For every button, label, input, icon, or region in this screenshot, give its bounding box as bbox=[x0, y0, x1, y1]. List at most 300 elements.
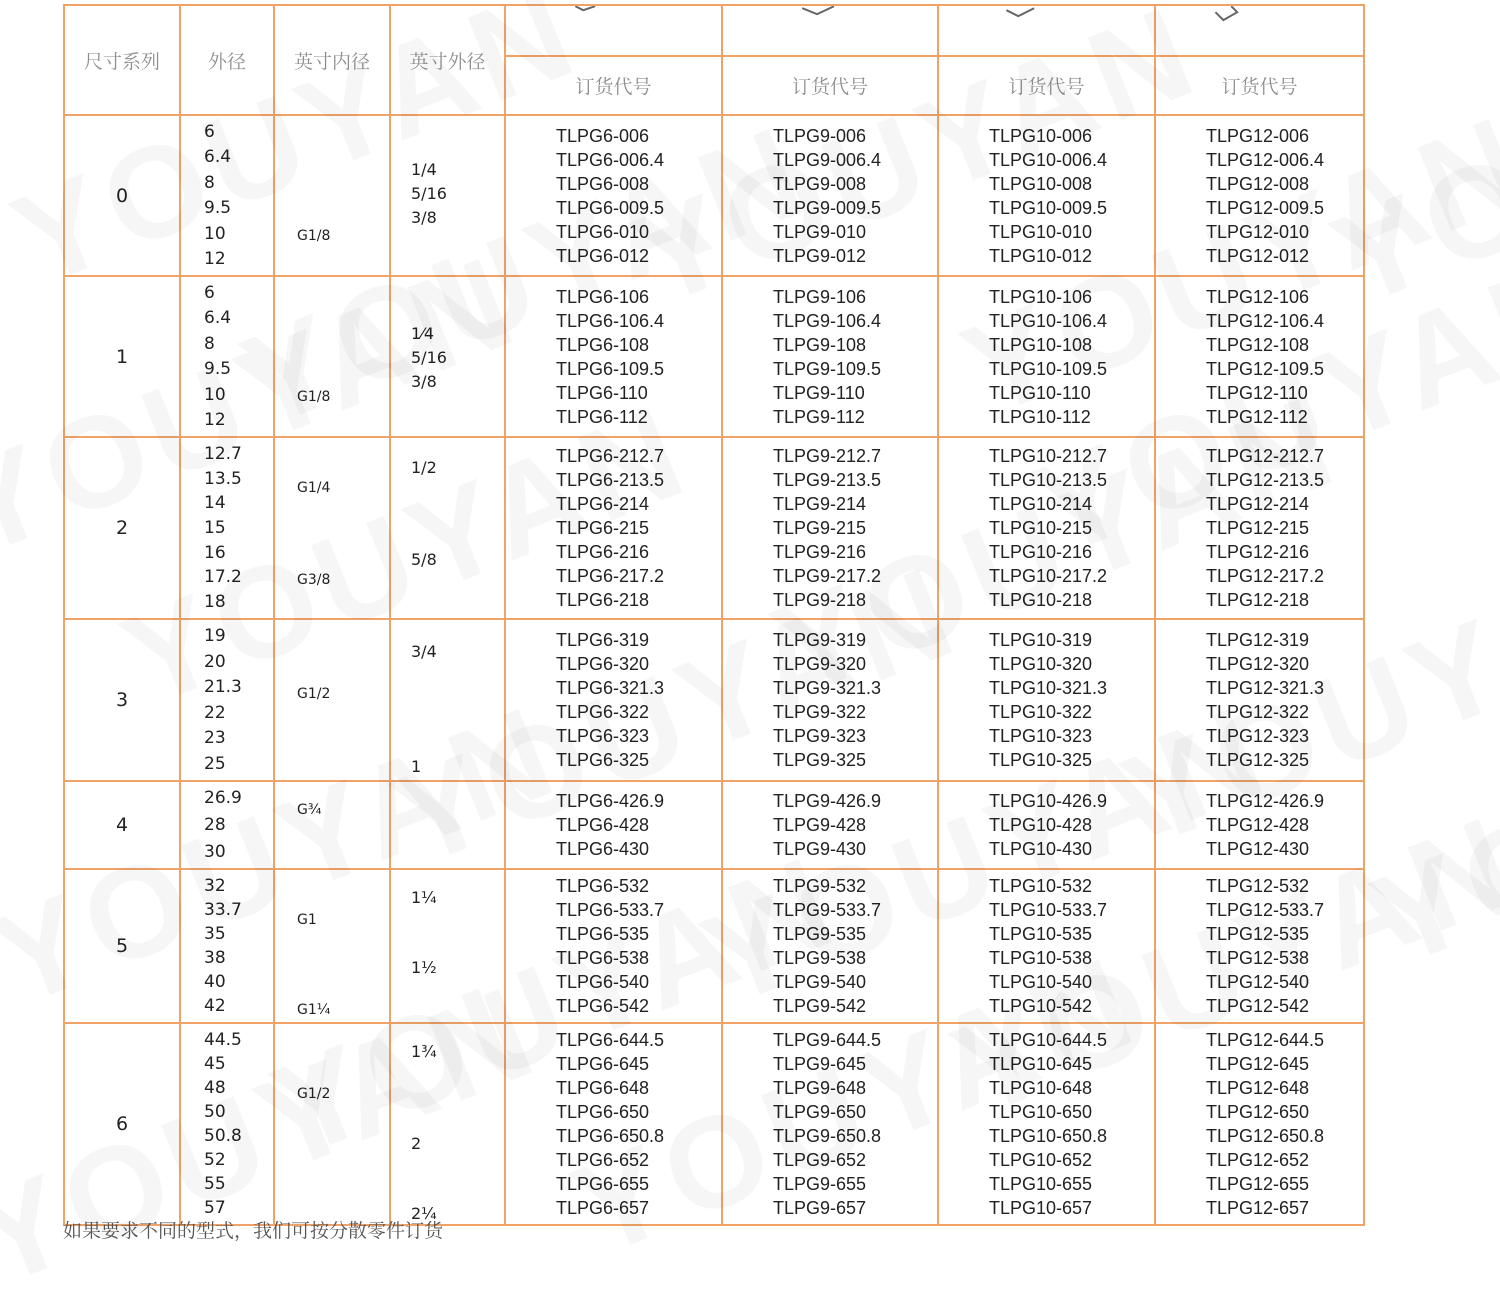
order-code-list bbox=[1156, 118, 1363, 273]
order-code: TLPG6-012 bbox=[556, 245, 650, 266]
outer-diameter-list bbox=[181, 120, 273, 271]
order-code: TLPG9-648 bbox=[773, 1078, 867, 1098]
outer-diameter-value: 15 bbox=[204, 517, 226, 538]
order-code: TLPG9-215 bbox=[773, 518, 867, 538]
table-row bbox=[64, 115, 1364, 276]
fitting-image bbox=[939, 6, 1154, 55]
order-code-list bbox=[939, 622, 1154, 778]
order-code: TLPG10-319 bbox=[989, 630, 1093, 650]
outer-diameter-list bbox=[181, 1028, 273, 1220]
order-code-cell bbox=[722, 437, 938, 619]
inch-outer-value: 1 bbox=[411, 757, 422, 776]
order-code: TLPG9-655 bbox=[773, 1174, 867, 1194]
order-code: TLPG12-323 bbox=[1206, 726, 1310, 746]
order-code: TLPG12-319 bbox=[1206, 630, 1310, 650]
order-code-list bbox=[506, 440, 721, 616]
order-code: TLPG9-325 bbox=[773, 750, 867, 770]
order-code: TLPG6-006 bbox=[556, 125, 650, 146]
order-code: TLPG6-106 bbox=[556, 286, 650, 307]
order-code-cell bbox=[505, 276, 722, 437]
order-code: TLPG10-110 bbox=[989, 382, 1091, 403]
order-code: TLPG12-112 bbox=[1206, 406, 1308, 427]
outer-diameter-value: 8 bbox=[204, 172, 215, 193]
table-row bbox=[64, 276, 1364, 437]
order-code: TLPG12-657 bbox=[1206, 1198, 1310, 1218]
order-code: TLPG9-644.5 bbox=[773, 1030, 882, 1050]
inch-inner-value: G1/8 bbox=[297, 389, 331, 405]
order-code: TLPG12-325 bbox=[1206, 750, 1310, 770]
order-code: TLPG6-648 bbox=[556, 1078, 650, 1098]
size-series-cell: 5 bbox=[64, 869, 180, 1023]
order-code: TLPG9-428 bbox=[773, 815, 867, 835]
outer-diameter-list bbox=[181, 442, 273, 614]
order-code: TLPG6-535 bbox=[556, 924, 650, 944]
order-code: TLPG12-532 bbox=[1206, 876, 1310, 896]
order-code: TLPG10-650.8 bbox=[989, 1126, 1108, 1146]
size-series-cell: 6 bbox=[64, 1023, 180, 1225]
order-code: TLPG10-428 bbox=[989, 815, 1093, 835]
size-series-cell: 3 bbox=[64, 619, 180, 781]
inch-outer-value: 1/2 bbox=[411, 458, 437, 477]
order-code: TLPG10-106.4 bbox=[989, 310, 1108, 331]
header-size-series: 尺寸系列 bbox=[64, 5, 180, 115]
outer-diameter-value: 48 bbox=[204, 1078, 226, 1098]
outer-diameter-value: 42 bbox=[204, 996, 226, 1016]
order-code: TLPG10-112 bbox=[989, 406, 1091, 427]
order-code: TLPG6-010 bbox=[556, 221, 650, 242]
outer-diameter-cell bbox=[180, 869, 274, 1023]
outer-diameter-value: 32 bbox=[204, 876, 226, 896]
order-code: TLPG12-006 bbox=[1206, 125, 1310, 146]
inch-inner-value: G1¼ bbox=[297, 1002, 331, 1018]
outer-diameter-value: 33.7 bbox=[204, 900, 242, 920]
order-code-list bbox=[1156, 622, 1363, 778]
order-code: TLPG6-430 bbox=[556, 839, 650, 859]
inch-outer-value: 1¾ bbox=[411, 1042, 437, 1061]
order-code-cell bbox=[722, 115, 938, 276]
order-code: TLPG6-109.5 bbox=[556, 358, 665, 379]
order-code-cell bbox=[505, 619, 722, 781]
order-code: TLPG10-325 bbox=[989, 750, 1093, 770]
order-code: TLPG10-533.7 bbox=[989, 900, 1108, 920]
outer-diameter-value: 6.4 bbox=[204, 147, 232, 168]
order-code: TLPG10-218 bbox=[989, 590, 1093, 610]
outer-diameter-cell bbox=[180, 781, 274, 869]
order-code-list bbox=[506, 784, 721, 866]
order-code-list bbox=[1156, 440, 1363, 616]
order-code-cell bbox=[1155, 619, 1364, 781]
order-code: TLPG6-214 bbox=[556, 494, 650, 514]
order-code: TLPG10-214 bbox=[989, 494, 1093, 514]
outer-diameter-value: 25 bbox=[204, 753, 226, 774]
order-code: TLPG6-006.4 bbox=[556, 149, 665, 170]
inch-inner-cell bbox=[274, 1023, 390, 1225]
order-code: TLPG10-109.5 bbox=[989, 358, 1108, 379]
order-code-list bbox=[1156, 279, 1363, 434]
order-code-list bbox=[939, 118, 1154, 273]
order-code-list bbox=[723, 279, 937, 434]
order-code-cell bbox=[938, 619, 1155, 781]
order-code: TLPG6-106.4 bbox=[556, 310, 665, 331]
outer-diameter-value: 17.2 bbox=[204, 567, 242, 588]
order-code: TLPG6-426.9 bbox=[556, 791, 665, 811]
order-code: TLPG10-645 bbox=[989, 1054, 1093, 1074]
order-code-list bbox=[723, 622, 937, 778]
order-code: TLPG10-012 bbox=[989, 245, 1093, 266]
inch-outer-value: 5/8 bbox=[411, 550, 437, 569]
order-code: TLPG6-540 bbox=[556, 972, 650, 992]
outer-diameter-value: 40 bbox=[204, 972, 226, 992]
inch-outer-cell bbox=[390, 619, 505, 781]
inch-outer-cell bbox=[390, 115, 505, 276]
inch-inner-value: G1/2 bbox=[297, 1086, 331, 1102]
order-code: TLPG9-212.7 bbox=[773, 446, 882, 466]
outer-diameter-value: 10 bbox=[204, 223, 226, 244]
order-code: TLPG6-650.8 bbox=[556, 1126, 665, 1146]
outer-diameter-value: 9.5 bbox=[204, 359, 232, 380]
order-code: TLPG12-428 bbox=[1206, 815, 1310, 835]
order-code-cell bbox=[938, 1023, 1155, 1225]
order-code: TLPG9-426.9 bbox=[773, 791, 882, 811]
order-code: TLPG9-006.4 bbox=[773, 149, 882, 170]
order-code: TLPG9-645 bbox=[773, 1054, 867, 1074]
inch-outer-value: 2 bbox=[411, 1134, 422, 1153]
order-code: TLPG12-542 bbox=[1206, 996, 1310, 1016]
order-code: TLPG6-215 bbox=[556, 518, 650, 538]
outer-diameter-value: 8 bbox=[204, 333, 215, 354]
order-code-list bbox=[723, 440, 937, 616]
size-series-cell: 4 bbox=[64, 781, 180, 869]
order-code: TLPG6-645 bbox=[556, 1054, 650, 1074]
order-code: TLPG12-648 bbox=[1206, 1078, 1310, 1098]
order-code: TLPG12-106 bbox=[1206, 286, 1310, 307]
order-code: TLPG9-650.8 bbox=[773, 1126, 882, 1146]
inch-outer-value: 2¼ bbox=[411, 1204, 437, 1223]
product-image-cell bbox=[505, 5, 722, 56]
order-code: TLPG10-213.5 bbox=[989, 470, 1108, 490]
inch-inner-value: G1/4 bbox=[297, 480, 331, 496]
order-code: TLPG9-322 bbox=[773, 702, 867, 722]
order-code: TLPG9-535 bbox=[773, 924, 867, 944]
outer-diameter-value: 16 bbox=[204, 542, 226, 563]
order-code-list bbox=[939, 784, 1154, 866]
order-code-cell bbox=[1155, 115, 1364, 276]
order-code: TLPG6-650 bbox=[556, 1102, 650, 1122]
outer-diameter-value: 19 bbox=[204, 626, 226, 646]
order-code-cell bbox=[505, 1023, 722, 1225]
order-code: TLPG9-008 bbox=[773, 173, 867, 194]
order-code: TLPG6-533.7 bbox=[556, 900, 665, 920]
order-code: TLPG10-006 bbox=[989, 125, 1093, 146]
order-code: TLPG9-657 bbox=[773, 1198, 867, 1218]
inch-outer-cell bbox=[390, 276, 505, 437]
order-code: TLPG9-319 bbox=[773, 630, 867, 650]
order-code: TLPG6-213.5 bbox=[556, 470, 665, 490]
order-code-cell bbox=[722, 276, 938, 437]
order-code: TLPG12-012 bbox=[1206, 245, 1310, 266]
order-code-list bbox=[506, 118, 721, 273]
order-code: TLPG10-321.3 bbox=[989, 678, 1108, 698]
order-code: TLPG6-008 bbox=[556, 173, 650, 194]
order-code: TLPG6-320 bbox=[556, 654, 650, 674]
order-code-list bbox=[723, 118, 937, 273]
outer-diameter-value: 20 bbox=[204, 651, 226, 672]
outer-diameter-cell bbox=[180, 619, 274, 781]
order-code: TLPG6-218 bbox=[556, 590, 650, 610]
outer-diameter-value: 44.5 bbox=[204, 1030, 242, 1050]
table-row bbox=[64, 781, 1364, 869]
outer-diameter-value: 22 bbox=[204, 702, 226, 723]
order-code: TLPG12-655 bbox=[1206, 1174, 1310, 1194]
inch-outer-value: 1/4 bbox=[411, 160, 437, 179]
order-code: TLPG12-652 bbox=[1206, 1150, 1310, 1170]
order-code-cell bbox=[722, 869, 938, 1023]
order-code: TLPG9-540 bbox=[773, 972, 867, 992]
order-code: TLPG12-538 bbox=[1206, 948, 1310, 968]
size-series-cell: 2 bbox=[64, 437, 180, 619]
order-code-cell bbox=[1155, 781, 1364, 869]
order-code: TLPG12-540 bbox=[1206, 972, 1310, 992]
outer-diameter-value: 18 bbox=[204, 591, 226, 612]
outer-diameter-cell bbox=[180, 115, 274, 276]
order-code: TLPG10-008 bbox=[989, 173, 1093, 194]
inch-outer-cell bbox=[390, 869, 505, 1023]
order-code: TLPG12-214 bbox=[1206, 494, 1310, 514]
order-code: TLPG12-009.5 bbox=[1206, 197, 1325, 218]
outer-diameter-value: 6 bbox=[204, 283, 215, 303]
outer-diameter-value: 12 bbox=[204, 248, 226, 269]
outer-diameter-list bbox=[181, 874, 273, 1018]
order-code: TLPG12-650 bbox=[1206, 1102, 1310, 1122]
outer-diameter-value: 28 bbox=[204, 815, 226, 835]
order-code: TLPG10-217.2 bbox=[989, 566, 1108, 586]
order-code: TLPG6-009.5 bbox=[556, 197, 665, 218]
order-code-cell bbox=[1155, 869, 1364, 1023]
order-code: TLPG6-319 bbox=[556, 630, 650, 650]
order-code: TLPG9-542 bbox=[773, 996, 867, 1016]
order-code: TLPG10-542 bbox=[989, 996, 1093, 1016]
order-code: TLPG9-216 bbox=[773, 542, 867, 562]
outer-diameter-value: 50.8 bbox=[204, 1126, 242, 1146]
size-series-cell: 0 bbox=[64, 115, 180, 276]
order-code-cell bbox=[938, 437, 1155, 619]
order-code: TLPG12-010 bbox=[1206, 221, 1310, 242]
outer-diameter-value: 12.7 bbox=[204, 444, 242, 464]
order-code: TLPG6-216 bbox=[556, 542, 650, 562]
order-code: TLPG6-644.5 bbox=[556, 1030, 665, 1050]
inch-inner-value: G1/8 bbox=[297, 228, 331, 244]
outer-diameter-value: 12 bbox=[204, 409, 226, 430]
order-code: TLPG9-110 bbox=[773, 382, 865, 403]
order-code-list bbox=[723, 784, 937, 866]
order-code: TLPG10-648 bbox=[989, 1078, 1093, 1098]
order-code: TLPG10-215 bbox=[989, 518, 1093, 538]
order-code: TLPG6-542 bbox=[556, 996, 650, 1016]
order-code: TLPG6-321.3 bbox=[556, 678, 665, 698]
order-code-list bbox=[1156, 872, 1363, 1020]
fitting-image bbox=[506, 6, 721, 55]
order-code: TLPG10-009.5 bbox=[989, 197, 1108, 218]
inch-outer-value: 3/8 bbox=[411, 208, 437, 227]
order-code-cell bbox=[938, 781, 1155, 869]
outer-diameter-list bbox=[181, 786, 273, 864]
inch-inner-value: G¾ bbox=[297, 802, 322, 818]
outer-diameter-value: 6.4 bbox=[204, 308, 232, 329]
order-code: TLPG12-320 bbox=[1206, 654, 1310, 674]
inch-inner-cell bbox=[274, 781, 390, 869]
order-code-list bbox=[1156, 1026, 1363, 1222]
order-code: TLPG12-644.5 bbox=[1206, 1030, 1325, 1050]
outer-diameter-cell bbox=[180, 1023, 274, 1225]
outer-diameter-value: 35 bbox=[204, 924, 226, 944]
order-code: TLPG10-655 bbox=[989, 1174, 1093, 1194]
order-code: TLPG10-322 bbox=[989, 702, 1093, 722]
order-code: TLPG12-426.9 bbox=[1206, 791, 1325, 811]
order-code: TLPG10-216 bbox=[989, 542, 1093, 562]
order-code: TLPG12-321.3 bbox=[1206, 678, 1325, 698]
order-code: TLPG6-428 bbox=[556, 815, 650, 835]
header-inch-outer: 英寸外径 bbox=[390, 5, 505, 115]
order-code-cell bbox=[1155, 1023, 1364, 1225]
order-code: TLPG9-430 bbox=[773, 839, 867, 859]
order-code: TLPG12-109.5 bbox=[1206, 358, 1325, 379]
order-code: TLPG6-110 bbox=[556, 382, 648, 403]
order-code: TLPG9-109.5 bbox=[773, 358, 882, 379]
outer-diameter-value: 10 bbox=[204, 384, 226, 405]
order-code: TLPG10-644.5 bbox=[989, 1030, 1108, 1050]
order-code: TLPG12-212.7 bbox=[1206, 446, 1325, 466]
watermark bbox=[1353, 635, 1500, 996]
inch-inner-cell bbox=[274, 619, 390, 781]
order-code-list bbox=[506, 622, 721, 778]
outer-diameter-value: 57 bbox=[204, 1198, 226, 1218]
outer-diameter-value: 23 bbox=[204, 728, 226, 749]
order-code: TLPG12-217.2 bbox=[1206, 566, 1325, 586]
order-code: TLPG10-535 bbox=[989, 924, 1093, 944]
header-order-code: 订货代号 bbox=[722, 56, 938, 115]
order-code: TLPG6-652 bbox=[556, 1150, 650, 1170]
order-code-list bbox=[506, 872, 721, 1020]
order-code: TLPG9-218 bbox=[773, 590, 867, 610]
header-order-code: 订货代号 bbox=[938, 56, 1155, 115]
order-code-list bbox=[939, 1026, 1154, 1222]
product-image-cell bbox=[1155, 5, 1364, 56]
order-code: TLPG9-213.5 bbox=[773, 470, 882, 490]
header-order-code: 订货代号 bbox=[505, 56, 722, 115]
inch-outer-value: 3/8 bbox=[411, 372, 437, 391]
inch-inner-cell bbox=[274, 276, 390, 437]
header-order-code: 订货代号 bbox=[1155, 56, 1364, 115]
inch-outer-cell bbox=[390, 781, 505, 869]
inch-inner-value: G1 bbox=[297, 912, 317, 928]
order-code: TLPG12-218 bbox=[1206, 590, 1310, 610]
order-code-cell bbox=[722, 1023, 938, 1225]
inch-outer-value: 1¼ bbox=[411, 888, 437, 907]
order-code-cell bbox=[505, 781, 722, 869]
order-code: TLPG12-322 bbox=[1206, 702, 1310, 722]
order-code-list bbox=[723, 1026, 937, 1222]
order-code: TLPG9-214 bbox=[773, 494, 867, 514]
order-code: TLPG12-430 bbox=[1206, 839, 1310, 859]
header-outer-diameter: 外径 bbox=[180, 5, 274, 115]
order-code: TLPG10-426.9 bbox=[989, 791, 1108, 811]
order-code-list bbox=[939, 872, 1154, 1020]
outer-diameter-value: 14 bbox=[204, 493, 226, 514]
order-code: TLPG10-212.7 bbox=[989, 446, 1108, 466]
outer-diameter-value: 30 bbox=[204, 842, 226, 862]
outer-diameter-value: 38 bbox=[204, 948, 226, 968]
order-code-cell bbox=[722, 619, 938, 781]
order-code: TLPG9-650 bbox=[773, 1102, 867, 1122]
order-code: TLPG9-533.7 bbox=[773, 900, 882, 920]
order-code: TLPG10-010 bbox=[989, 221, 1093, 242]
order-code: TLPG12-650.8 bbox=[1206, 1126, 1325, 1146]
order-code: TLPG12-110 bbox=[1206, 382, 1308, 403]
table-body bbox=[64, 115, 1364, 1225]
order-code: TLPG9-323 bbox=[773, 726, 867, 746]
order-code: TLPG6-217.2 bbox=[556, 566, 665, 586]
product-image-cell bbox=[938, 5, 1155, 56]
order-code: TLPG9-106 bbox=[773, 286, 867, 307]
fitting-image bbox=[1156, 6, 1363, 55]
order-code: TLPG9-010 bbox=[773, 221, 867, 242]
order-code: TLPG10-650 bbox=[989, 1102, 1093, 1122]
order-code: TLPG6-322 bbox=[556, 702, 650, 722]
footnote: 如果要求不同的型式，我们可按分散零件订货 bbox=[63, 1220, 444, 1242]
order-code-list bbox=[939, 279, 1154, 434]
order-code: TLPG6-212.7 bbox=[556, 446, 665, 466]
order-code: TLPG10-652 bbox=[989, 1150, 1093, 1170]
order-code-cell bbox=[1155, 276, 1364, 437]
order-code: TLPG9-112 bbox=[773, 406, 865, 427]
outer-diameter-value: 13.5 bbox=[204, 468, 242, 489]
order-code: TLPG9-538 bbox=[773, 948, 867, 968]
order-code: TLPG9-106.4 bbox=[773, 310, 882, 331]
order-code: TLPG9-217.2 bbox=[773, 566, 882, 586]
header-inch-inner: 英寸内径 bbox=[274, 5, 390, 115]
inch-outer-value: 1½ bbox=[411, 958, 437, 977]
order-code: TLPG10-323 bbox=[989, 726, 1093, 746]
inch-inner-value: G3/8 bbox=[297, 572, 331, 588]
outer-diameter-value: 21.3 bbox=[204, 677, 242, 698]
order-code: TLPG9-532 bbox=[773, 876, 867, 896]
order-code: TLPG9-320 bbox=[773, 654, 867, 674]
order-code-cell bbox=[722, 781, 938, 869]
inch-inner-cell bbox=[274, 115, 390, 276]
outer-diameter-value: 55 bbox=[204, 1174, 226, 1194]
order-code-list bbox=[506, 1026, 721, 1222]
order-code: TLPG6-325 bbox=[556, 750, 650, 770]
order-code: TLPG6-538 bbox=[556, 948, 650, 968]
order-code: TLPG12-213.5 bbox=[1206, 470, 1325, 490]
table-row bbox=[64, 869, 1364, 1023]
order-code: TLPG6-657 bbox=[556, 1198, 650, 1218]
outer-diameter-value: 50 bbox=[204, 1102, 226, 1122]
order-code: TLPG6-532 bbox=[556, 876, 650, 896]
inch-inner-cell bbox=[274, 437, 390, 619]
order-code: TLPG12-106.4 bbox=[1206, 310, 1325, 331]
order-code-cell bbox=[938, 115, 1155, 276]
order-code: TLPG12-006.4 bbox=[1206, 149, 1325, 170]
order-code-cell bbox=[505, 869, 722, 1023]
order-code: TLPG9-006 bbox=[773, 125, 867, 146]
order-code-list bbox=[1156, 784, 1363, 866]
outer-diameter-value: 9.5 bbox=[204, 198, 232, 219]
size-series-cell: 1 bbox=[64, 276, 180, 437]
order-code: TLPG10-430 bbox=[989, 839, 1093, 859]
table-row bbox=[64, 437, 1364, 619]
inch-outer-value: 5/16 bbox=[411, 184, 447, 203]
